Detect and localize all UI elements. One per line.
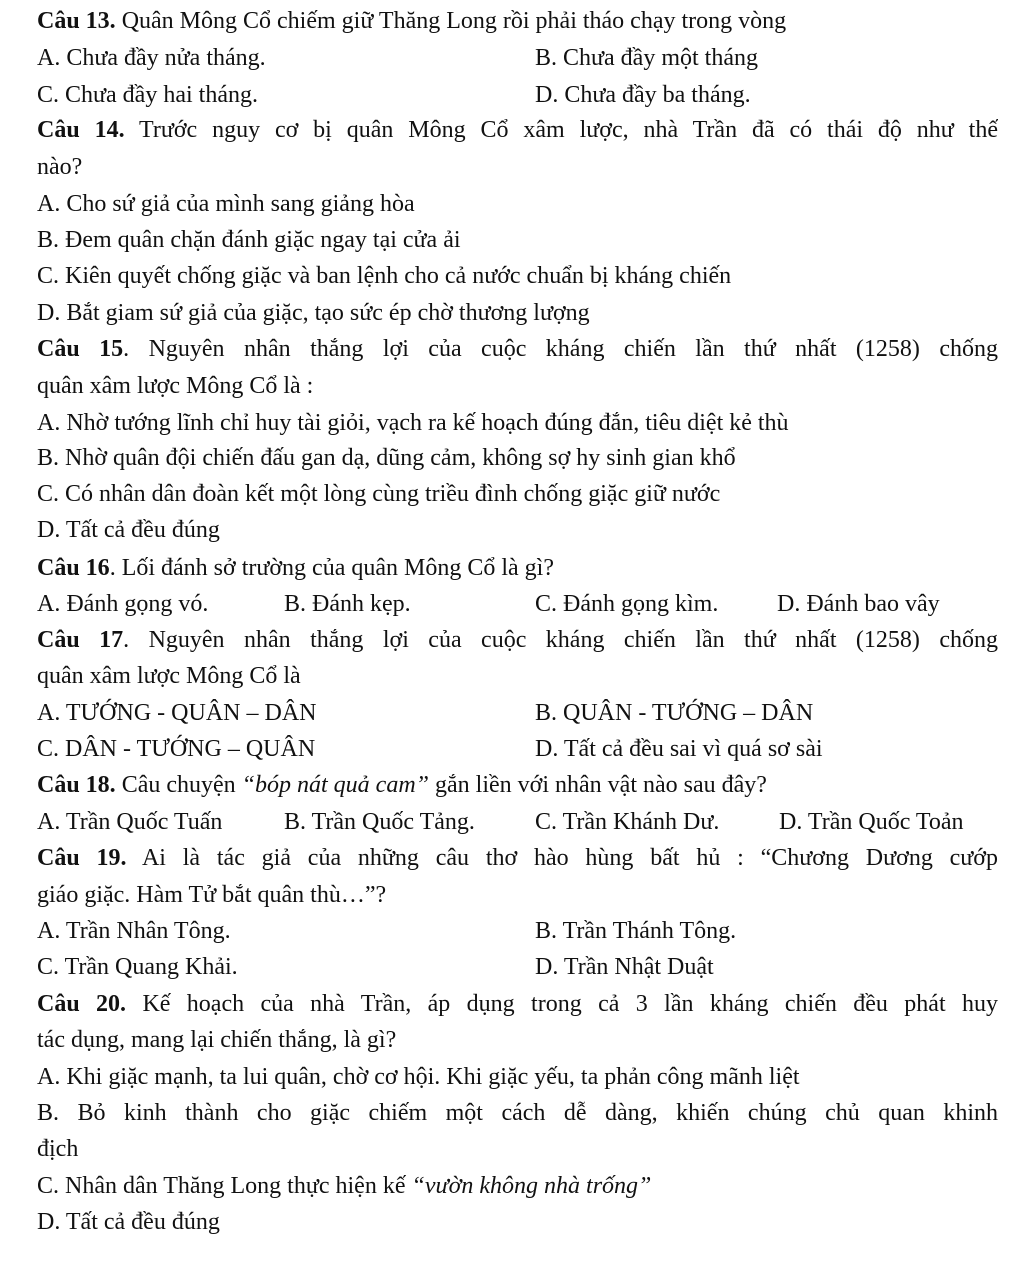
question-18-text-post: gắn liền với nhân vật nào sau đây?: [429, 772, 767, 798]
question-17-option-b: B. QUÂN - TƯỚNG – DÂN: [535, 700, 814, 726]
question-16-option-a: A. Đánh gọng vó.: [37, 591, 209, 617]
question-15-stem-line-1: [37, 331, 998, 367]
question-17-stem-line-2: quân xâm lược Mông Cổ là: [37, 663, 301, 689]
question-13-options-row-2: [37, 77, 998, 113]
question-17-stem-line-1: [37, 622, 998, 658]
question-20-option-c-italic: “vườn không nhà trống”: [411, 1173, 652, 1199]
question-14-option-c: C. Kiên quyết chống giặc và ban lệnh cho cả nước chuẩn bị kháng chiến: [37, 263, 732, 289]
question-18-stem: [37, 767, 998, 803]
question-20-text-1: Kế hoạch của nhà Trần, áp dụng trong cả 3 lần kháng chiến đều phát huy: [126, 991, 998, 1017]
question-19-stem-line-2: giáo giặc. Hàm Tử bắt quân thù…”?: [37, 882, 387, 908]
question-17-option-a: A. TƯỚNG - QUÂN – DÂN: [37, 700, 317, 726]
question-15-option-b: B. Nhờ quân đội chiến đấu gan dạ, dũng cảm, không sợ hy sinh gian khổ: [37, 445, 736, 471]
question-18-text-italic: “bóp nát quả cam”: [241, 772, 430, 798]
question-15-label: Câu 15: [37, 336, 124, 362]
question-13-option-d: D. Chưa đầy ba tháng.: [535, 82, 751, 108]
question-16-stem: [37, 550, 998, 586]
question-17-text-1: . Nguyên nhân thắng lợi của cuộc kháng chiến lần thứ nhất (1258) chống: [123, 627, 998, 653]
question-15-option-d: D. Tất cả đều đúng: [37, 517, 220, 543]
question-20-option-a: A. Khi giặc mạnh, ta lui quân, chờ cơ hội. Khi giặc yếu, ta phản công mãnh liệt: [37, 1064, 800, 1090]
question-19-option-a: A. Trần Nhân Tông.: [37, 918, 231, 944]
question-16-options-row: [37, 586, 998, 622]
question-19-option-d: D. Trần Nhật Duật: [535, 954, 714, 980]
question-14-label: Câu 14.: [37, 117, 125, 143]
question-20-option-b-line-2: địch: [37, 1136, 79, 1162]
question-19-option-b: B. Trần Thánh Tông.: [535, 918, 737, 944]
question-16-option-c: C. Đánh gọng kìm.: [535, 591, 719, 617]
question-15-stem-line-2: quân xâm lược Mông Cổ là :: [37, 373, 314, 399]
question-16-option-d: D. Đánh bao vây: [777, 591, 940, 617]
question-14-stem-line-1: [37, 112, 998, 148]
question-14-option-b: B. Đem quân chặn đánh giặc ngay tại cửa ải: [37, 227, 461, 253]
question-19-label: Câu 19.: [37, 845, 127, 871]
question-18-option-a: A. Trần Quốc Tuấn: [37, 809, 223, 835]
question-20-option-c-text: C. Nhân dân Thăng Long thực hiện kế: [37, 1173, 412, 1199]
question-18-text-pre: Câu chuyện: [115, 772, 242, 798]
question-13-label: Câu 13.: [37, 8, 116, 34]
question-13-option-a: A. Chưa đầy nửa tháng.: [37, 45, 266, 71]
question-17-option-d: D. Tất cả đều sai vì quá sơ sài: [535, 736, 823, 762]
question-14-stem-line-2: nào?: [37, 154, 83, 180]
question-14-option-a: A. Cho sứ giả của mình sang giảng hòa: [37, 191, 415, 217]
question-14-text-1: Trước nguy cơ bị quân Mông Cổ xâm lược, nhà Trần đã có thái độ như thế: [124, 117, 998, 143]
question-19-stem-line-1: [37, 840, 998, 876]
question-16-text: . Lối đánh sở trường của quân Mông Cổ là gì?: [109, 555, 555, 581]
question-15-option-a: A. Nhờ tướng lĩnh chỉ huy tài giỏi, vạch ra kế hoạch đúng đắn, tiêu diệt kẻ thù: [37, 410, 789, 436]
question-20-option-d: D. Tất cả đều đúng: [37, 1209, 220, 1235]
question-18-label: Câu 18.: [37, 772, 116, 798]
question-13-options-row-1: [37, 40, 998, 76]
question-17-option-c: C. DÂN - TƯỚNG – QUÂN: [37, 736, 316, 762]
question-18-options-row: [37, 804, 998, 840]
question-15-option-c: C. Có nhân dân đoàn kết một lòng cùng triều đình chống giặc giữ nước: [37, 481, 721, 507]
question-16-option-b: B. Đánh kẹp.: [284, 591, 411, 617]
question-18-option-c: C. Trần Khánh Dư.: [535, 809, 720, 835]
question-16-label: Câu 16: [37, 555, 110, 581]
question-20-stem-line-1: [37, 986, 998, 1022]
question-15-text-1: . Nguyên nhân thắng lợi của cuộc kháng chiến lần thứ nhất (1258) chống: [123, 336, 998, 362]
question-19-options-row-1: [37, 913, 998, 949]
question-20-option-c: [37, 1168, 998, 1204]
question-13-stem: [37, 3, 998, 39]
question-20-label: Câu 20.: [37, 991, 127, 1017]
question-17-options-row-2: [37, 731, 998, 767]
question-13-option-c: C. Chưa đầy hai tháng.: [37, 82, 258, 108]
question-18-option-b: B. Trần Quốc Tảng.: [284, 809, 475, 835]
question-19-option-c: C. Trần Quang Khải.: [37, 954, 238, 980]
question-20-stem-line-2: tác dụng, mang lại chiến thắng, là gì?: [37, 1027, 397, 1053]
question-17-label: Câu 17: [37, 627, 124, 653]
question-19-text-1: Ai là tác giả của những câu thơ hào hùng bất hủ : “Chương Dương cướp: [126, 845, 998, 871]
question-20-option-b-line-1: B. Bỏ kinh thành cho giặc chiếm một cách dễ dàng, khiến chúng chủ quan khinh: [37, 1100, 998, 1126]
question-13-option-b: B. Chưa đầy một tháng: [535, 45, 758, 71]
question-19-options-row-2: [37, 949, 998, 985]
question-13-text: Quân Mông Cổ chiếm giữ Thăng Long rồi phải tháo chạy trong vòng: [115, 8, 787, 34]
question-14-option-d: D. Bắt giam sứ giả của giặc, tạo sức ép chờ thương lượng: [37, 300, 590, 326]
question-17-options-row-1: [37, 695, 998, 731]
question-18-option-d: D. Trần Quốc Toản: [779, 809, 964, 835]
